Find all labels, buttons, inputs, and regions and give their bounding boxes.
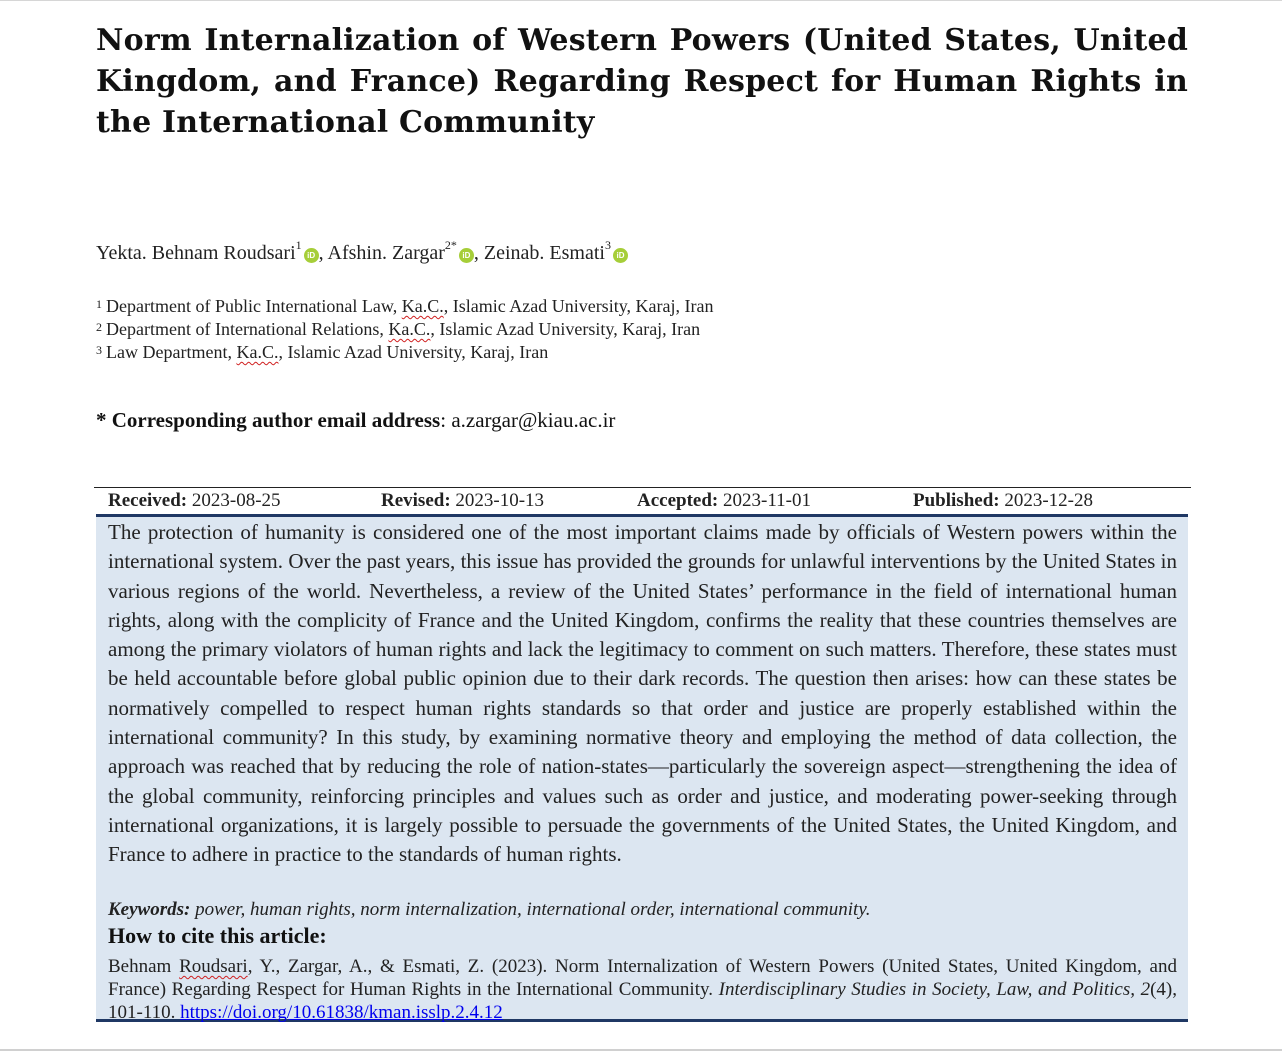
affiliation-number: 3 bbox=[96, 343, 102, 357]
keywords-text: power, human rights, norm internalization, international order, international community. bbox=[195, 899, 871, 920]
author-separator: , bbox=[318, 242, 328, 264]
affiliation-item bbox=[96, 318, 996, 341]
affiliation-text: , Islamic Azad University, Karaj, Iran bbox=[278, 342, 549, 362]
revised-value: 2023-10-13 bbox=[455, 490, 545, 511]
affiliation-abbr: Ka.C. bbox=[401, 296, 444, 316]
affiliation-text: Department of Public International Law, bbox=[106, 296, 402, 316]
author-affiliation-mark: 2* bbox=[444, 238, 457, 253]
citation-text bbox=[108, 955, 1177, 1024]
orcid-icon[interactable]: iD bbox=[459, 248, 474, 263]
top-edge-line bbox=[0, 0, 1282, 1]
accepted-date bbox=[637, 490, 811, 512]
affiliation-list bbox=[96, 295, 996, 364]
accepted-value: 2023-11-01 bbox=[723, 490, 811, 511]
orcid-icon[interactable]: iD bbox=[613, 248, 628, 263]
author-name: Zeinab. Esmati bbox=[483, 242, 605, 264]
accepted-label: Accepted: bbox=[637, 490, 719, 511]
author-name: Afshin. Zargar bbox=[327, 242, 445, 264]
citation-heading: How to cite this article: bbox=[108, 923, 327, 948]
affiliation-abbr: Ka.C. bbox=[236, 342, 279, 362]
affiliation-item bbox=[96, 341, 996, 364]
publication-dates bbox=[96, 488, 1188, 515]
corresponding-author: * Corresponding author email address: a.zargar@kiau.ac.ir bbox=[96, 408, 616, 432]
keywords-label: Keywords: bbox=[108, 899, 191, 920]
received-date bbox=[108, 490, 281, 512]
keywords bbox=[108, 899, 1177, 921]
corresponding-email[interactable]: a.zargar@kiau.ac.ir bbox=[451, 408, 616, 432]
received-value: 2023-08-25 bbox=[191, 490, 281, 511]
citation-part: , Y., Zargar, A., & Esmati, Z. (2023). Norm Internalization of Western Powers (United States, United Kingdom, and France) Regarding Respect for Human Rights in the International Community. bbox=[108, 956, 1177, 1000]
corresponding-label: * Corresponding author email address bbox=[96, 408, 441, 432]
citation-journal: Interdisciplinary Studies in Society, Law, and Politics, 2 bbox=[718, 979, 1151, 1000]
author-affiliation-mark: 3 bbox=[604, 238, 611, 253]
article-title: Norm Internalization of Western Powers (United States, United Kingdom, and France) Regarding Respect for Human Rights in the International Community bbox=[96, 23, 1188, 140]
author-affiliation-mark: 1 bbox=[295, 238, 302, 253]
affiliation-abbr: Ka.C. bbox=[388, 319, 431, 339]
revised-date bbox=[381, 490, 544, 512]
citation-part: (4), 101-110. bbox=[108, 979, 1177, 1023]
author-name: Yekta. Behnam Roudsari bbox=[96, 242, 296, 264]
received-label: Received: bbox=[108, 490, 188, 511]
orcid-icon[interactable]: iD bbox=[304, 248, 319, 263]
published-label: Published: bbox=[913, 490, 1000, 511]
affiliation-text: , Islamic Azad University, Karaj, Iran bbox=[443, 296, 714, 316]
citation-part: Behnam bbox=[108, 956, 180, 977]
published-date bbox=[913, 490, 1093, 512]
affiliation-text: Department of International Relations, bbox=[106, 319, 389, 339]
author-separator: , bbox=[473, 242, 484, 264]
published-value: 2023-12-28 bbox=[1004, 490, 1093, 511]
doi-link[interactable]: https://doi.org/10.61838/kman.isslp.2.4.12 bbox=[180, 1002, 503, 1023]
revised-label: Revised: bbox=[381, 490, 451, 511]
citation-part: Roudsari bbox=[179, 956, 248, 977]
affiliation-text: Law Department, bbox=[106, 342, 237, 362]
abstract-box bbox=[96, 514, 1188, 1022]
affiliation-number: 2 bbox=[96, 320, 102, 334]
author-list bbox=[96, 238, 896, 265]
affiliation-text: , Islamic Azad University, Karaj, Iran bbox=[430, 319, 701, 339]
abstract-text: The protection of humanity is considered one of the most important claims made by officials of Western powers within the international system. Over the past years, this issue has provided the grounds for unlawful interventions by the United States in various regions of the world. Nevertheless, a review of the United States’ performance in the field of international human rights, along with the complicity of France and the United Kingdom, confirms the reality that these countries themselves are among the primary violators of human rights and lack the legitimacy to comment on such matters. Therefore, these states must be held accountable before global public opinion due to their dark records. The question then arises: how can these states be normatively compelled to respect human rights standards so that order and justice are properly established within the international community? In this study, by examining normative theory and employing the method of data collection, the approach was reached that by reducing the role of nation-states—particularly the sovereign aspect—strengthening the idea of the global community, reinforcing principles and values such as order and justice, and moderating power-seeking through international organizations, it is largely possible to persuade the governments of the United States, the United Kingdom, and France to adhere in practice to the standards of human rights. bbox=[108, 520, 1177, 867]
affiliation-number: 1 bbox=[96, 297, 102, 311]
affiliation-item bbox=[96, 295, 996, 318]
